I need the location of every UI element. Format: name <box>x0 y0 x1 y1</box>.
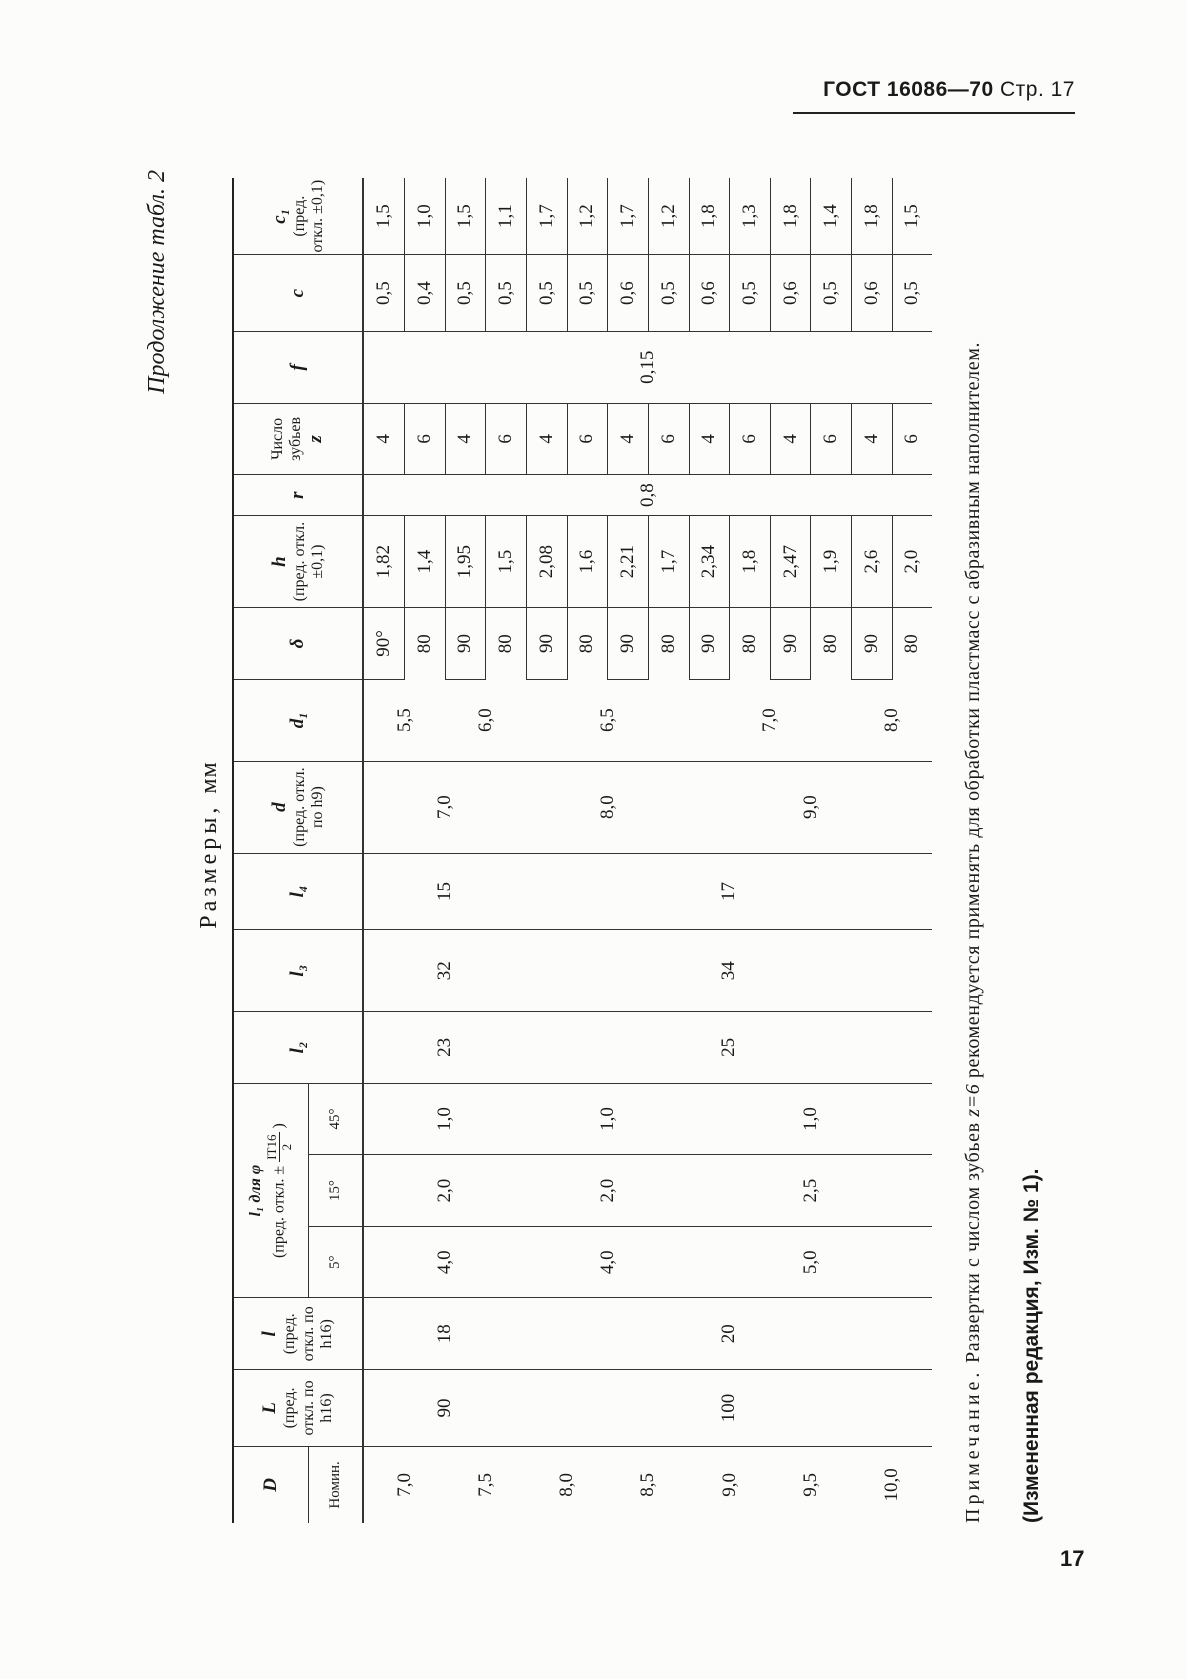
cell-h: 1,5 <box>486 516 527 608</box>
header-d-nominal: Номин. <box>308 1446 363 1523</box>
cell-l1-5: 5,0 <box>689 1226 932 1298</box>
cell-L: 90 <box>363 1370 526 1447</box>
note-text-b: рекомендуется применять для обработки пластмасс с абразивным наполнителем. <box>962 341 984 1079</box>
table-caption: Продолжение табл. 2 <box>144 170 170 394</box>
cell-d1: 8,0 <box>852 679 932 761</box>
cell-delta: 80 <box>730 608 771 680</box>
cell-c: 0,5 <box>445 255 486 332</box>
header-f: f <box>233 332 363 404</box>
cell-z: 6 <box>648 403 689 475</box>
cell-l3: 34 <box>526 930 932 1012</box>
cell-delta: 80 <box>486 608 527 680</box>
cell-h: 1,6 <box>567 516 608 608</box>
cell-l1-15: 2,0 <box>526 1155 689 1227</box>
cell-delta: 80 <box>567 608 608 680</box>
note-lead: Примечание. <box>962 1368 984 1523</box>
cell-f: 0,15 <box>363 332 932 404</box>
cell-z: 4 <box>526 403 567 475</box>
cell-c: 0,4 <box>405 255 446 332</box>
cell-d: 9,0 <box>689 761 932 853</box>
cell-l1-45: 1,0 <box>689 1083 932 1155</box>
header-h: h (пред. откл. ±0,1) <box>233 516 363 608</box>
header-d-outer: D <box>233 1446 308 1523</box>
cell-c: 0,6 <box>689 255 730 332</box>
cell-c1: 1,5 <box>363 178 405 255</box>
cell-c1: 1,2 <box>567 178 608 255</box>
header-l2: l₂ <box>233 1012 363 1084</box>
cell-c1: 1,8 <box>770 178 811 255</box>
cell-h: 2,6 <box>852 516 893 608</box>
cell-c: 0,5 <box>526 255 567 332</box>
cell-z: 4 <box>363 403 405 475</box>
cell-delta: 90 <box>608 608 649 680</box>
table-subtitle <box>196 145 223 1545</box>
cell-c1: 1,7 <box>608 178 649 255</box>
cell-D: 7,0 <box>363 1446 445 1523</box>
cell-c1: 1,8 <box>852 178 893 255</box>
cell-z: 4 <box>852 403 893 475</box>
amendment-note: (Измененная редакция, Изм. № 1). <box>1020 1168 1043 1523</box>
fraction-it16: IT16 2 <box>264 1134 295 1160</box>
cell-c: 0,6 <box>770 255 811 332</box>
cell-delta: 80 <box>648 608 689 680</box>
subtitle-text: Размеры, <box>196 803 222 929</box>
cell-delta: 90 <box>526 608 567 680</box>
header-c: c <box>233 255 363 332</box>
cell-h: 1,82 <box>363 516 405 608</box>
cell-l4: 15 <box>363 853 526 930</box>
cell-z: 4 <box>608 403 649 475</box>
header-delta: δ <box>233 608 363 680</box>
cell-h: 2,0 <box>892 516 932 608</box>
cell-l1-5: 4,0 <box>526 1226 689 1298</box>
cell-delta: 80 <box>901 634 923 654</box>
cell-l2: 25 <box>526 1012 932 1084</box>
cell-delta: 90 <box>689 608 730 680</box>
subtitle-unit: мм <box>196 761 222 794</box>
header-l4: l₄ <box>233 853 363 930</box>
cell-c1: 1,1 <box>486 178 527 255</box>
cell-c1: 1,5 <box>445 178 486 255</box>
page-label: Стр. 17 <box>1000 78 1075 101</box>
cell-l2: 23 <box>363 1012 526 1084</box>
cell-r: 0,8 <box>363 475 932 516</box>
cell-h: 1,4 <box>405 516 446 608</box>
cell-z: 6 <box>892 403 932 475</box>
cell-D: 9,0 <box>718 1473 740 1497</box>
header-l: l (пред. откл. по h16) <box>233 1298 363 1370</box>
cell-z: 6 <box>567 403 608 475</box>
cell-l1-45: 1,0 <box>363 1083 526 1155</box>
header-angle-5: 5° <box>308 1226 363 1298</box>
header-angle-15: 15° <box>308 1155 363 1227</box>
cell-c: 0,5 <box>486 255 527 332</box>
cell-z: 6 <box>811 403 852 475</box>
cell-l1-15: 2,5 <box>689 1155 932 1227</box>
cell-z: 6 <box>486 403 527 475</box>
cell-delta: 90 <box>852 608 893 680</box>
note-text-a: Развертки с числом зубьев <box>962 1122 984 1363</box>
cell-l1-15: 2,0 <box>363 1155 526 1227</box>
cell-z: 4 <box>770 403 811 475</box>
cell-l: 20 <box>526 1298 932 1370</box>
cell-d1: 6,0 <box>445 679 526 761</box>
cell-d1: 7,0 <box>689 679 852 761</box>
cell-c1: 1,4 <box>811 178 852 255</box>
cell-h: 1,7 <box>648 516 689 608</box>
cell-delta: 80 <box>811 608 852 680</box>
header-d1: d₁ <box>233 679 363 761</box>
page-number: 17 <box>1060 1546 1085 1571</box>
cell-l1-45: 1,0 <box>526 1083 689 1155</box>
cell-d: 8,0 <box>526 761 689 853</box>
cell-D: 9,5 <box>799 1473 821 1497</box>
cell-c: 0,5 <box>811 255 852 332</box>
cell-l1-5: 4,0 <box>363 1226 526 1298</box>
cell-d1: 5,5 <box>363 679 445 761</box>
cell-delta: 80 <box>405 608 446 680</box>
cell-D: 8,0 <box>556 1473 578 1497</box>
header-r: r <box>233 475 363 516</box>
cell-c: 0,5 <box>363 255 405 332</box>
cell-c1: 1,7 <box>526 178 567 255</box>
cell-z: 6 <box>405 403 446 475</box>
cell-z: 4 <box>445 403 486 475</box>
header-L: L (пред. откл. по h16) <box>233 1370 363 1447</box>
rotated-content <box>140 145 1080 1545</box>
cell-D: 7,5 <box>474 1473 496 1497</box>
cell-h: 1,9 <box>811 516 852 608</box>
cell-h: 1,8 <box>730 516 771 608</box>
page-header <box>823 78 1075 102</box>
cell-c: 0,6 <box>608 255 649 332</box>
cell-delta: 90° <box>363 608 405 680</box>
cell-h: 2,47 <box>770 516 811 608</box>
cell-c: 0,5 <box>730 255 771 332</box>
cell-c1: 1,0 <box>405 178 446 255</box>
cell-c: 0,5 <box>648 255 689 332</box>
cell-l3: 32 <box>363 930 526 1012</box>
cell-c: 0,6 <box>852 255 893 332</box>
cell-d1: 6,5 <box>526 679 689 761</box>
cell-z: 6 <box>730 403 771 475</box>
cell-h: 2,34 <box>689 516 730 608</box>
header-c1: c₁ (пред. откл. ±0,1) <box>233 178 363 255</box>
cell-L: 100 <box>526 1370 932 1447</box>
cell-h: 2,08 <box>526 516 567 608</box>
cell-h: 1,95 <box>445 516 486 608</box>
cell-D: 8,5 <box>637 1473 659 1497</box>
cell-c: 0,5 <box>892 255 932 332</box>
cell-delta: 90 <box>770 608 811 680</box>
cell-c1: 1,3 <box>730 178 771 255</box>
table-note <box>958 178 988 1523</box>
cell-d: 7,0 <box>363 761 526 853</box>
note-z-expression: z=6 <box>962 1083 984 1117</box>
cell-c1: 1,8 <box>689 178 730 255</box>
header-angle-45: 45° <box>308 1083 363 1155</box>
header-rule <box>793 112 1075 114</box>
cell-c1: 1,2 <box>648 178 689 255</box>
cell-delta: 90 <box>445 608 486 680</box>
cell-l4: 17 <box>526 853 932 930</box>
header-z: Число зубьев z <box>233 403 363 475</box>
header-l3: l₃ <box>233 930 363 1012</box>
cell-z: 4 <box>689 403 730 475</box>
header-l1: l₁ для φ (пред. откл. ± IT16 2 ) <box>233 1083 308 1298</box>
header-d: d (пред. откл. по h9) <box>233 761 363 853</box>
dimensions-table <box>232 178 932 1523</box>
cell-h: 2,21 <box>608 516 649 608</box>
cell-D: 10,0 <box>880 1468 902 1502</box>
standard-number: ГОСТ 16086—70 <box>823 78 994 101</box>
cell-l: 18 <box>363 1298 526 1370</box>
cell-c1: 1,5 <box>892 178 932 255</box>
cell-c: 0,5 <box>567 255 608 332</box>
